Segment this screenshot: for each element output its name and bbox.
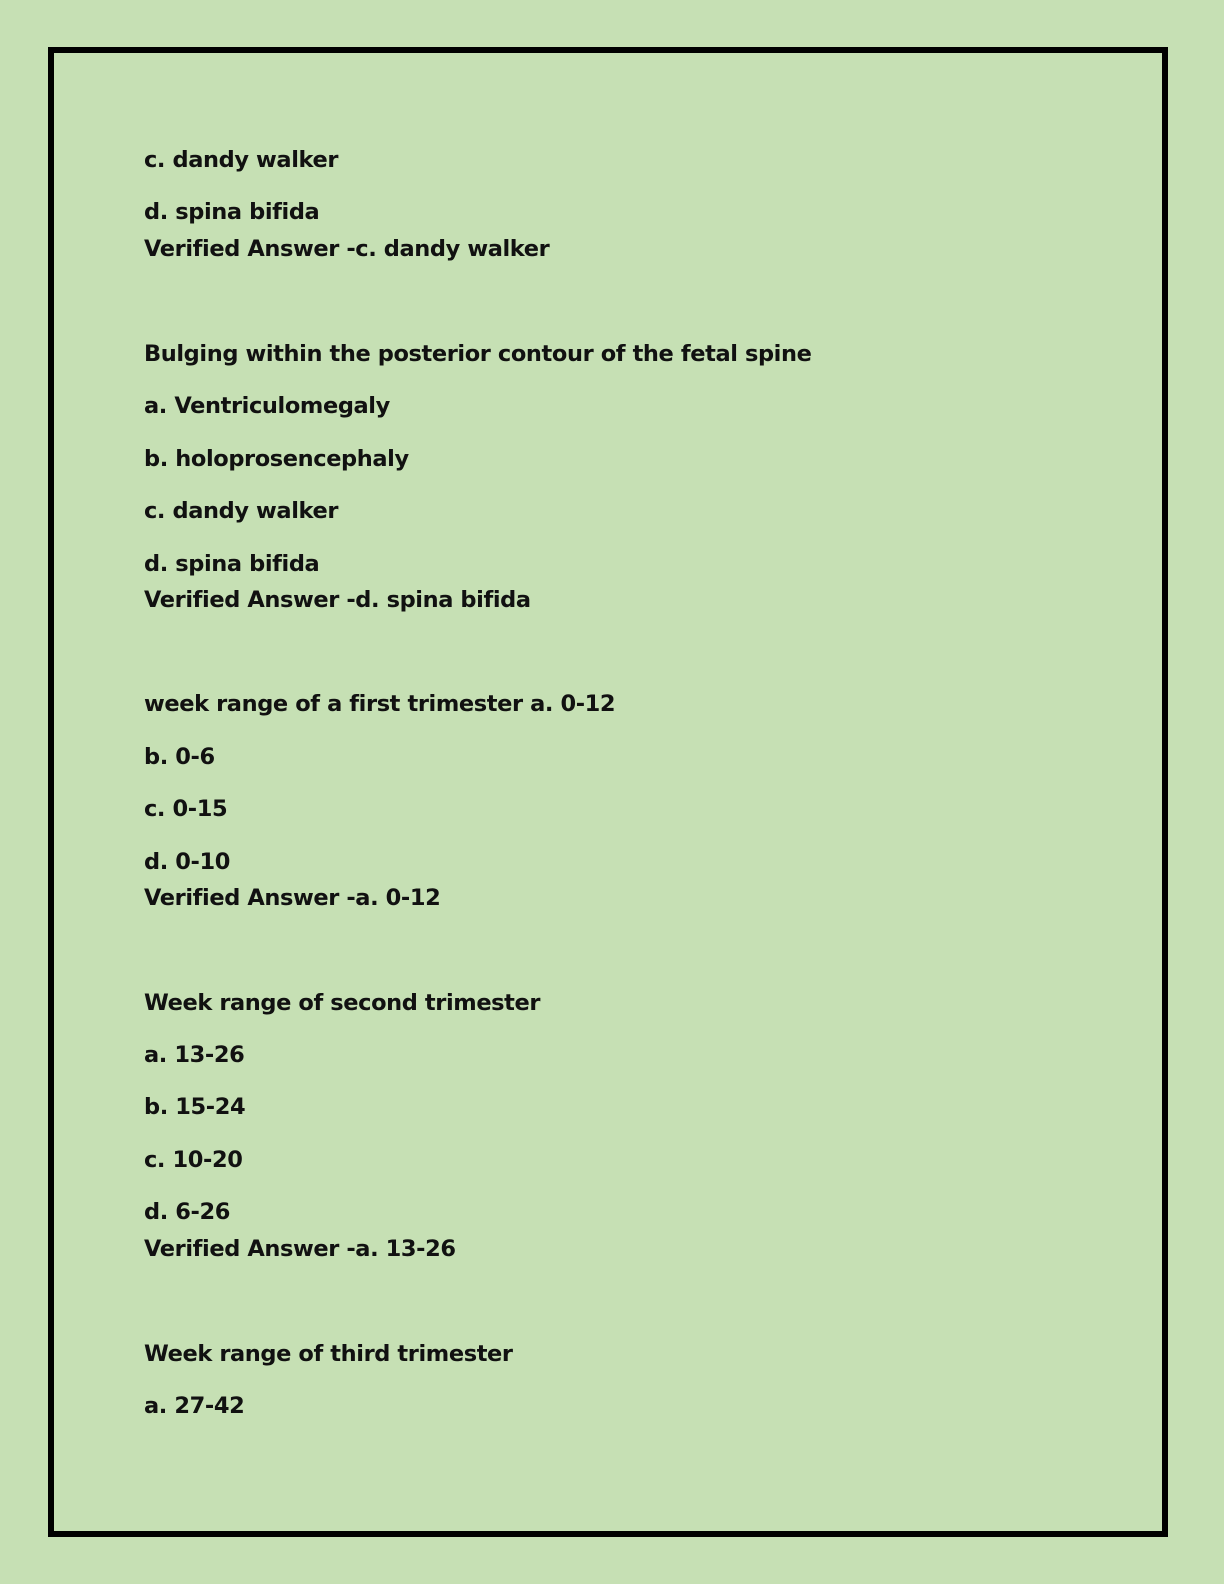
answer-option-d: d. spina bifida — [144, 551, 320, 577]
verified-answer: Verified Answer -d. spina bifida — [144, 587, 531, 613]
verified-answer: Verified Answer -c. dandy walker — [144, 236, 550, 262]
question-text: Bulging within the posterior contour of the fetal spine — [144, 341, 812, 367]
answer-option-c: c. dandy walker — [144, 147, 339, 173]
page-border — [48, 47, 1168, 1537]
answer-option-a: a. 13-26 — [144, 1042, 245, 1068]
answer-option-a: a. 27-42 — [144, 1393, 245, 1419]
answer-option-b: b. 15-24 — [144, 1094, 246, 1120]
answer-option-b: b. holoprosencephaly — [144, 446, 409, 472]
verified-answer: Verified Answer -a. 0-12 — [144, 885, 441, 911]
answer-option-c: c. 0-15 — [144, 796, 228, 822]
answer-option-d: d. spina bifida — [144, 199, 320, 225]
question-text: Week range of third trimester — [144, 1341, 513, 1367]
answer-option-c: c. 10-20 — [144, 1147, 243, 1173]
question-text: week range of a first trimester a. 0-12 — [144, 691, 616, 717]
answer-option-b: b. 0-6 — [144, 744, 215, 770]
answer-option-d: d. 0-10 — [144, 849, 230, 875]
answer-option-d: d. 6-26 — [144, 1199, 230, 1225]
question-text: Week range of second trimester — [144, 990, 541, 1016]
answer-option-a: a. Ventriculomegaly — [144, 393, 390, 419]
verified-answer: Verified Answer -a. 13-26 — [144, 1236, 456, 1262]
answer-option-c: c. dandy walker — [144, 498, 339, 524]
